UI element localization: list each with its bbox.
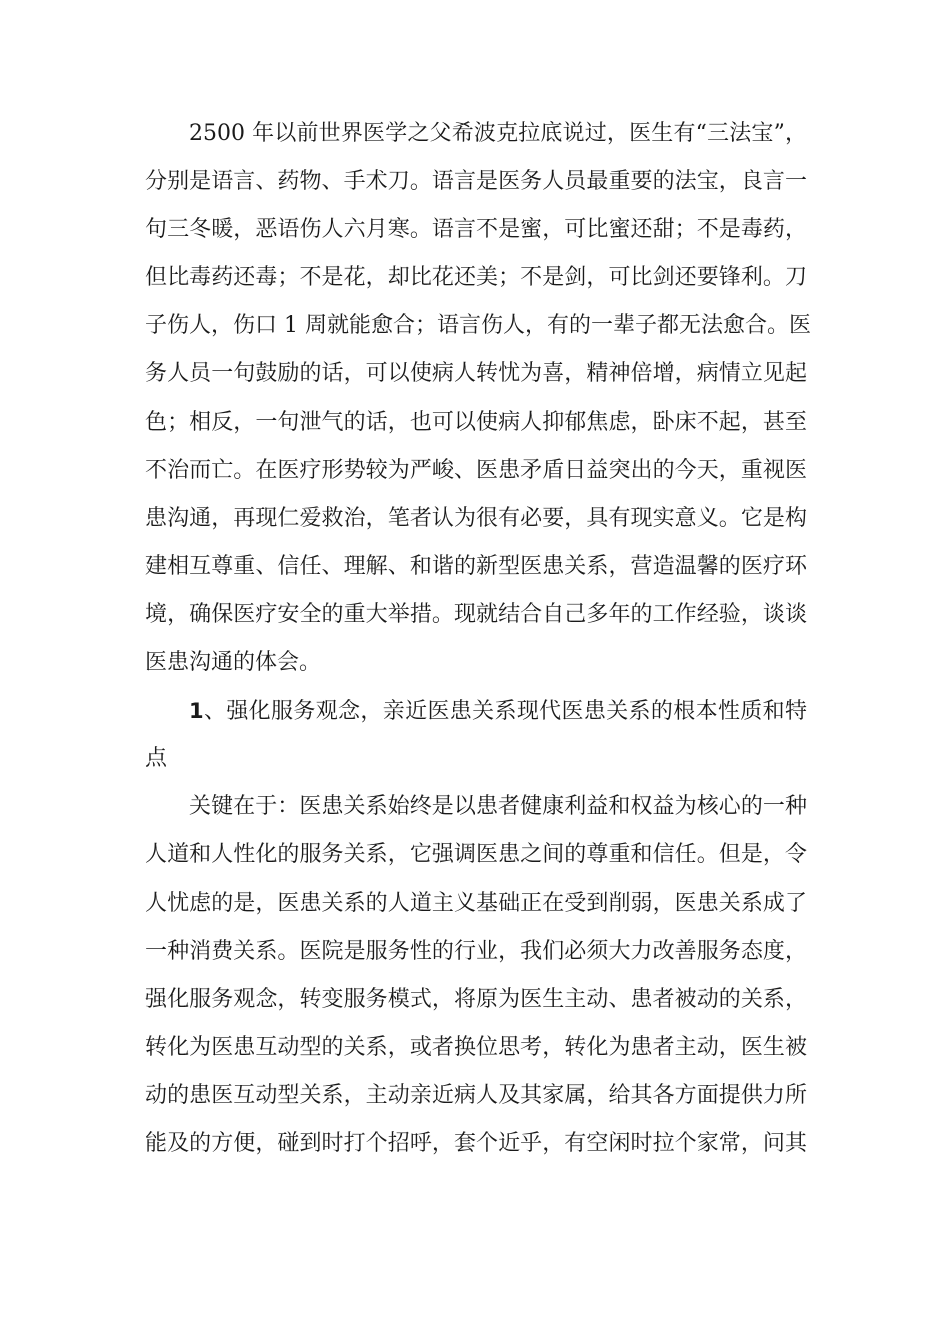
paragraph-1-line-12: 医患沟通的体会。 xyxy=(145,650,322,676)
paragraph-1-line-3: 句三冬暖，恶语伤人六月寒。语言不是蜜，可比蜜还甜；不是毒药， xyxy=(145,217,807,243)
body-text xyxy=(145,110,811,1168)
paragraph-3-line-1: 关键在于：医患关系始终是以患者健康利益和权益为核心的一种 xyxy=(189,794,807,820)
section-heading-line-2: 点 xyxy=(145,746,168,772)
paragraph-1-line-2: 分别是语言、药物、手术刀。语言是医务人员最重要的法宝，良言一 xyxy=(145,169,807,195)
paragraph-1-line-5: 子伤人，伤口 1 周就能愈合；语言伤人，有的一辈子都无法愈合。医 xyxy=(145,313,811,339)
paragraph-1-line-7: 色；相反，一句泄气的话，也可以使病人抑郁焦虑，卧床不起，甚至 xyxy=(145,409,807,435)
paragraph-3-line-7: 动的患医互动型关系，主动亲近病人及其家属，给其各方面提供力所 xyxy=(145,1082,807,1108)
paragraph-1-line-8: 不治而亡。在医疗形势较为严峻、医患矛盾日益突出的今天，重视医 xyxy=(145,457,807,483)
paragraph-1-line-4: 但比毒药还毒；不是花，却比花还美；不是剑，可比剑还要锋利。刀 xyxy=(145,265,807,291)
paragraph-3-line-5: 强化服务观念，转变服务模式，将原为医生主动、患者被动的关系， xyxy=(145,986,807,1012)
section-number: 1 xyxy=(189,699,204,724)
section-heading-text: 、强化服务观念，亲近医患关系现代医患关系的根本性质和特 xyxy=(203,699,807,725)
paragraph-1-line-1: 2500 年以前世界医学之父希波克拉底说过，医生有“三法宝”， xyxy=(189,121,807,146)
paragraph-1-line-9: 患沟通，再现仁爱救治，笔者认为很有必要，具有现实意义。它是构 xyxy=(145,505,807,531)
paragraph-3-line-8: 能及的方便，碰到时打个招呼，套个近乎，有空闲时拉个家常，问其 xyxy=(145,1130,807,1156)
paragraph-1-line-6: 务人员一句鼓励的话，可以使病人转忧为喜，精神倍增，病情立见起 xyxy=(145,361,807,387)
paragraph-3-line-3: 人忧虑的是，医患关系的人道主义基础正在受到削弱，医患关系成了 xyxy=(145,890,807,916)
paragraph-3-line-6: 转化为医患互动型的关系，或者换位思考，转化为患者主动，医生被 xyxy=(145,1034,807,1060)
paragraph-3-line-4: 一种消费关系。医院是服务性的行业，我们必须大力改善服务态度， xyxy=(145,938,807,964)
paragraph-3-line-2: 人道和人性化的服务关系，它强调医患之间的尊重和信任。但是，令 xyxy=(145,842,807,868)
paragraph-1-line-11: 境，确保医疗安全的重大举措。现就结合自己多年的工作经验，谈谈 xyxy=(145,601,807,627)
paragraph-1-line-10: 建相互尊重、信任、理解、和谐的新型医患关系，营造温馨的医疗环 xyxy=(145,553,807,579)
section-heading-line-1 xyxy=(145,687,807,735)
